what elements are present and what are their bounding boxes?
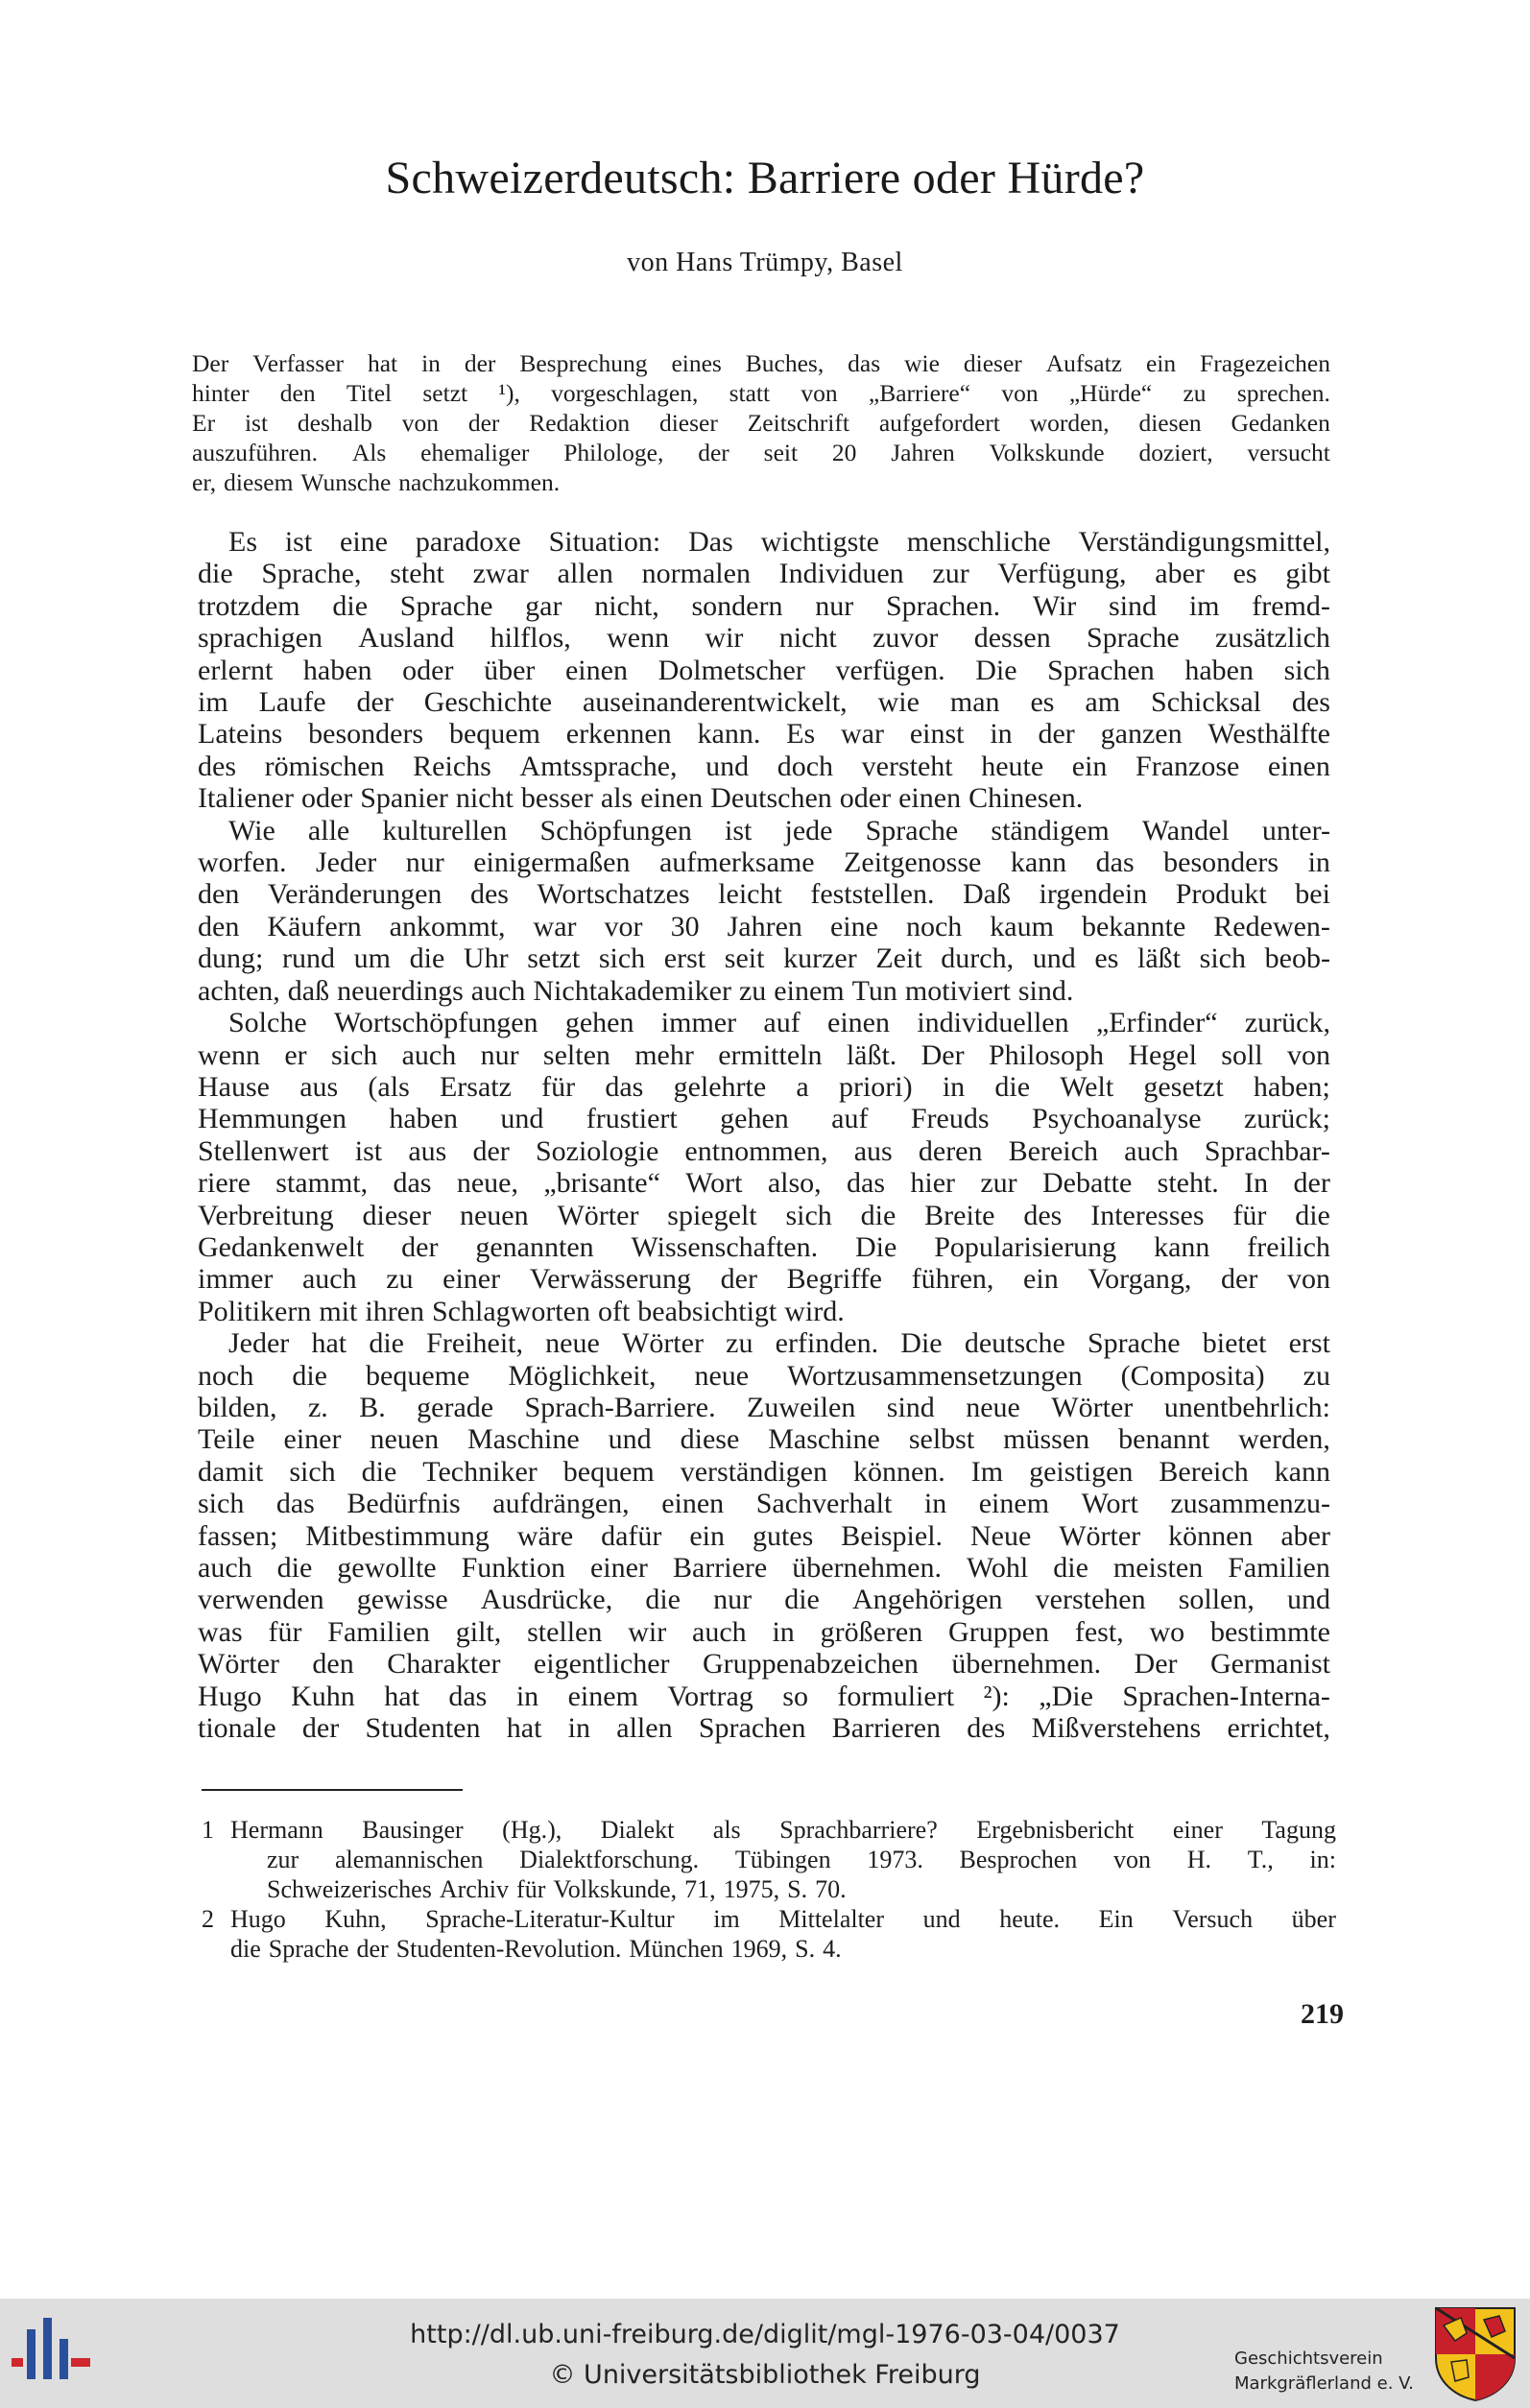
- body-line: tionale der Studenten hat in allen Sprachen Barrieren des Mißverstehens errichtet,: [198, 1712, 1330, 1745]
- body-line: riere stammt, das neue, „brisante“ Wort also, das hier zur Debatte steht. In der: [198, 1167, 1330, 1200]
- body-line: Politikern mit ihren Schlagworten oft beabsichtigt wird.: [198, 1295, 845, 1327]
- footnote-divider: [202, 1789, 463, 1791]
- body-line: Stellenwert ist aus der Soziologie entnommen, aus deren Bereich auch Sprachbar-: [198, 1134, 1330, 1167]
- coat-of-arms-icon[interactable]: [1432, 2304, 1518, 2402]
- body-line: worfen. Jeder nur einigermaßen aufmerksame Zeitgenosse kann das besonders in: [198, 846, 1330, 879]
- body-line: Italiener oder Spanier nicht besser als einen Deutschen oder einen Chinesen.: [198, 782, 1084, 815]
- abstract-line: Der Verfasser hat in der Besprechung eines Buches, das wie dieser Aufsatz ein Fragezeichen: [192, 349, 1330, 377]
- body-line: Lateins besonders bequem erkennen kann. Es war einst in der ganzen Westhälfte: [198, 718, 1330, 751]
- body-line: Wie alle kulturellen Schöpfungen ist jede Sprache ständigem Wandel unter-: [228, 814, 1330, 846]
- viewer-footer: [0, 2299, 1530, 2408]
- body-line: erlernt haben oder über einen Dolmetscher verfügen. Die Sprachen haben sich: [198, 654, 1330, 686]
- body-line: Gedankenwelt der genannten Wissenschaften. Die Popularisierung kann freilich: [198, 1230, 1330, 1263]
- body-line: die Sprache, steht zwar allen normalen Individuen zur Verfügung, aber es gibt: [198, 558, 1330, 590]
- abstract-line: hinter den Titel setzt ¹), vorgeschlagen, statt von „Barriere“ von „Hürde“ zu sprechen.: [192, 379, 1330, 407]
- footnotes: [202, 1815, 1336, 1964]
- body-line: Hemmungen haben und frustiert gehen auf Freuds Psychoanalyse zurück;: [198, 1103, 1330, 1135]
- footnote-line: die Sprache der Studenten-Revolution. München 1969, S. 4.: [230, 1935, 842, 1963]
- footnote-2: [202, 1904, 1336, 1964]
- body-line: sich das Bedürfnis aufdrängen, einen Sachverhalt in einem Wort zusammenzu-: [198, 1488, 1330, 1520]
- footnote-line: Hugo Kuhn, Sprache-Literatur-Kultur im Mittelalter und heute. Ein Versuch über: [230, 1905, 1336, 1933]
- article-body: [198, 526, 1330, 1744]
- footnote-1: [202, 1815, 1336, 1904]
- body-line: wenn er sich auch nur selten mehr ermitteln läßt. Der Philosoph Hegel soll von: [198, 1038, 1330, 1071]
- footnote-line: Schweizerisches Archiv für Volkskunde, 71, 1975, S. 70.: [267, 1875, 847, 1903]
- body-line: achten, daß neuerdings auch Nichtakademiker zu einem Tun motiviert sind.: [198, 974, 1074, 1007]
- society-name: [1234, 2347, 1414, 2396]
- footnote-line: Hermann Bausinger (Hg.), Dialekt als Sprachbarriere? Ergebnisbericht einer Tagung: [230, 1816, 1336, 1844]
- body-line: den Veränderungen des Wortschatzes leicht feststellen. Daß irgendein Produkt bei: [198, 878, 1330, 911]
- body-line: dung; rund um die Uhr setzt sich erst seit kurzer Zeit durch, und es läßt sich beob-: [198, 942, 1330, 975]
- body-line: sprachigen Ausland hilflos, wenn wir nicht zuvor dessen Sprache zusätzlich: [198, 622, 1330, 655]
- body-line: noch die bequeme Möglichkeit, neue Wortzusammensetzungen (Composita) zu: [198, 1359, 1330, 1392]
- page-number: 219: [1301, 1998, 1344, 2030]
- body-line: Hugo Kuhn hat das in einem Vortrag so formuliert ²): „Die Sprachen-Interna-: [198, 1680, 1330, 1712]
- body-line: Teile einer neuen Maschine und diese Maschine selbst müssen benannt werden,: [198, 1423, 1330, 1456]
- footnote-number: 1: [202, 1816, 214, 1844]
- body-line: immer auch zu einer Verwässerung der Begriffe führen, ein Vorgang, der von: [198, 1263, 1330, 1296]
- body-line: Hause aus (als Ersatz für das gelehrte a priori) in die Welt gesetzt haben;: [198, 1070, 1330, 1103]
- body-line: verwenden gewisse Ausdrücke, die nur die Angehörigen verstehen sollen, und: [198, 1584, 1330, 1616]
- body-line: Solche Wortschöpfungen gehen immer auf einen individuellen „Erfinder“ zurück,: [228, 1007, 1330, 1039]
- body-line: im Laufe der Geschichte auseinanderentwickelt, wie man es am Schicksal des: [198, 686, 1330, 719]
- body-line: auch die gewollte Funktion einer Barriere übernehmen. Wohl die meisten Familien: [198, 1552, 1330, 1584]
- society-line-1: Geschichtsverein: [1234, 2348, 1383, 2369]
- footnote-line: zur alemannischen Dialektforschung. Tübingen 1973. Besprochen von H. T., in:: [267, 1846, 1336, 1873]
- article-author: von Hans Trümpy, Basel: [627, 248, 903, 277]
- abstract-line: auszuführen. Als ehemaliger Philologe, der seit 20 Jahren Volkskunde doziert, versucht: [192, 439, 1330, 466]
- abstract-line: er, diesem Wunsche nachzukommen.: [192, 468, 561, 496]
- article-title: Schweizerdeutsch: Barriere oder Hürde?: [385, 153, 1145, 203]
- body-line: Wörter den Charakter eigentlicher Gruppenabzeichen übernehmen. Der Germanist: [198, 1648, 1330, 1681]
- footnote-number: 2: [202, 1905, 214, 1933]
- body-line: den Käufern ankommt, war vor 30 Jahren eine noch kaum bekannte Redewen-: [198, 910, 1330, 942]
- body-line: Jeder hat die Freiheit, neue Wörter zu erfinden. Die deutsche Sprache bietet erst: [228, 1327, 1330, 1360]
- body-line: des römischen Reichs Amtssprache, und doch versteht heute ein Franzose einen: [198, 750, 1330, 782]
- body-line: was für Familien gilt, stellen wir auch in größeren Gruppen fest, wo bestimmte: [198, 1615, 1330, 1648]
- body-line: damit sich die Techniker bequem verständigen können. Im geistigen Bereich kann: [198, 1455, 1330, 1488]
- copyright-text: © Universitätsbibliothek Freiburg: [549, 2360, 981, 2390]
- body-line: Es ist eine paradoxe Situation: Das wichtigste menschliche Verständigungsmittel,: [228, 526, 1330, 558]
- document-url-link[interactable]: http://dl.ub.uni-freiburg.de/diglit/mgl-1976-03-04/0037: [410, 2320, 1120, 2349]
- abstract-line: Er ist deshalb von der Redaktion dieser Zeitschrift aufgefordert worden, diesen Gedanken: [192, 409, 1330, 437]
- body-line: trotzdem die Sprache gar nicht, sondern nur Sprachen. Wir sind im fremd-: [198, 589, 1330, 622]
- abstract: [192, 348, 1330, 497]
- society-line-2: Markgräflerland e. V.: [1234, 2373, 1414, 2394]
- body-line: Verbreitung dieser neuen Wörter spiegelt sich die Breite des Interesses für die: [198, 1199, 1330, 1231]
- body-line: bilden, z. B. gerade Sprach-Barriere. Zuweilen sind neue Wörter unentbehrlich:: [198, 1391, 1330, 1423]
- body-line: fassen; Mitbestimmung wäre dafür ein gutes Beispiel. Neue Wörter können aber: [198, 1519, 1330, 1552]
